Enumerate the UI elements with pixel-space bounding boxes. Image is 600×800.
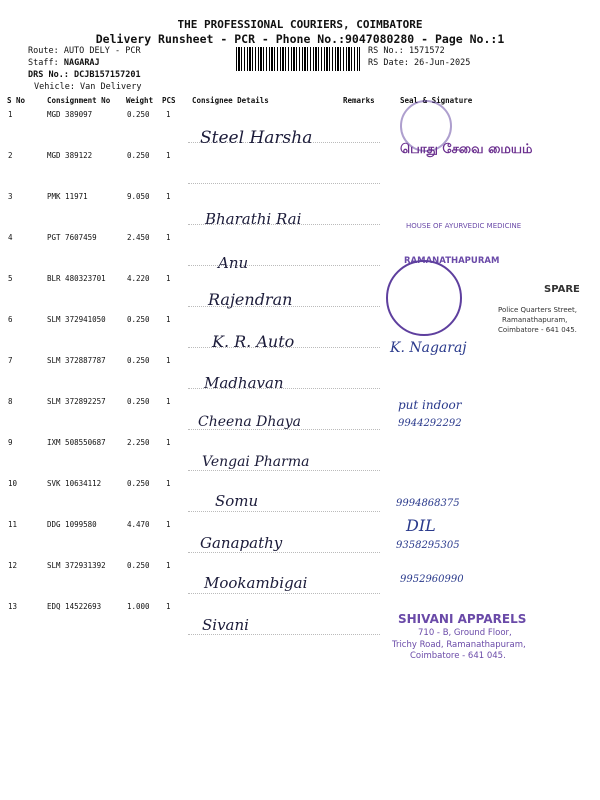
row-pcs: 1 — [166, 110, 171, 119]
handwritten-name: Bharathi Rai — [205, 210, 302, 228]
stamp-cbe: Coimbatore - 641 045. — [498, 326, 577, 334]
row-weight: 1.000 — [127, 602, 150, 611]
drs-number: DRS No.: DCJB157157201 — [28, 70, 141, 80]
row-sno: 11 — [8, 520, 18, 529]
row-pcs: 1 — [166, 151, 171, 160]
row-consignment: SVK 10634112 — [47, 479, 102, 488]
row-sno: 3 — [8, 192, 13, 201]
row-consignment: MGD 389122 — [47, 151, 93, 160]
row-pcs: 1 — [166, 397, 171, 406]
stamp-ramanathapuram: RAMANATHAPURAM — [404, 256, 500, 266]
row-sno: 9 — [8, 438, 13, 447]
row-divider — [188, 552, 380, 553]
signature: 9994868375 — [396, 498, 460, 509]
stamp-spare: SPARE — [544, 284, 580, 295]
row-pcs: 1 — [166, 602, 171, 611]
col-consignment: Consignment No — [47, 96, 111, 105]
rs-date: RS Date: 26-Jun-2025 — [368, 58, 471, 68]
handwritten-name: Madhavan — [204, 374, 284, 392]
row-weight: 0.250 — [127, 397, 150, 406]
company-title: THE PROFESSIONAL COURIERS, COIMBATORE — [177, 18, 423, 31]
signature: K. Nagaraj — [390, 340, 467, 356]
row-sno: 10 — [8, 479, 18, 488]
vehicle-label: Vehicle: Van Delivery — [34, 82, 142, 92]
row-weight: 0.250 — [127, 151, 150, 160]
row-pcs: 1 — [166, 479, 171, 488]
signature: 9952960990 — [400, 574, 464, 585]
row-sno: 6 — [8, 315, 13, 324]
barcode — [236, 47, 360, 71]
row-consignment: DDG 1099580 — [47, 520, 97, 529]
row-pcs: 1 — [166, 438, 171, 447]
stamp-shivani-addr: 710 - B, Ground Floor, — [418, 628, 512, 638]
row-pcs: 1 — [166, 520, 171, 529]
signature: 9358295305 — [396, 540, 460, 551]
row-pcs: 1 — [166, 356, 171, 365]
signature: 9944292292 — [398, 418, 462, 429]
row-consignment: SLM 372887787 — [47, 356, 106, 365]
row-pcs: 1 — [166, 274, 171, 283]
row-pcs: 1 — [166, 192, 171, 201]
staff-label: Staff: — [28, 58, 59, 68]
row-weight: 4.470 — [127, 520, 150, 529]
handwritten-name: K. R. Auto — [212, 332, 295, 351]
row-pcs: 1 — [166, 233, 171, 242]
row-weight: 0.250 — [127, 315, 150, 324]
row-sno: 4 — [8, 233, 13, 242]
row-sno: 1 — [8, 110, 13, 119]
row-consignment: EDQ 14522693 — [47, 602, 102, 611]
handwritten-name: Rajendran — [208, 290, 293, 309]
route-label: Route: AUTO DELY - PCR — [28, 46, 141, 56]
row-consignment: SLM 372941050 — [47, 315, 106, 324]
row-sno: 7 — [8, 356, 13, 365]
row-consignment: IXM 508550687 — [47, 438, 106, 447]
stamp-tamil: பொது சேவை மையம் — [400, 142, 533, 157]
row-weight: 2.450 — [127, 233, 150, 242]
row-pcs: 1 — [166, 561, 171, 570]
row-divider — [188, 511, 380, 512]
row-sno: 8 — [8, 397, 13, 406]
col-seal: Seal & Signature — [400, 96, 473, 105]
stamp-shivani: SHIVANI APPARELS — [398, 612, 527, 626]
handwritten-name: Somu — [215, 492, 259, 510]
handwritten-name: Ganapathy — [200, 534, 283, 552]
row-weight: 9.050 — [127, 192, 150, 201]
row-sno: 2 — [8, 151, 13, 160]
handwritten-name: Vengai Pharma — [202, 454, 310, 470]
rs-number: RS No.: 1571572 — [368, 46, 445, 56]
round-seal — [386, 260, 462, 336]
handwritten-name: Steel Harsha — [200, 128, 313, 148]
stamp-shivani-addr: Trichy Road, Ramanathapuram, — [392, 640, 526, 650]
handwritten-name: Sivani — [202, 616, 249, 634]
col-weight: Weight — [126, 96, 154, 105]
row-divider — [188, 634, 380, 635]
handwritten-name: Mookambigai — [204, 574, 308, 592]
row-weight: 4.220 — [127, 274, 150, 283]
stamp-police: Police Quarters Street, — [498, 306, 577, 314]
col-sno: S No — [7, 96, 26, 105]
row-divider — [188, 183, 380, 184]
handwritten-name: Cheena Dhaya — [198, 414, 301, 430]
row-weight: 0.250 — [127, 356, 150, 365]
row-divider — [188, 265, 380, 266]
row-divider — [188, 470, 380, 471]
row-consignment: PMK 11971 — [47, 192, 88, 201]
signature: put indoor — [398, 398, 462, 412]
seal-signature-area — [378, 100, 600, 660]
row-weight: 2.250 — [127, 438, 150, 447]
row-consignment: MGD 389097 — [47, 110, 93, 119]
signature: DIL — [406, 516, 436, 535]
staff-name: NAGARAJ — [63, 58, 100, 68]
row-weight: 0.250 — [127, 479, 150, 488]
col-remarks: Remarks — [343, 96, 375, 105]
stamp-ram2: Ramanathapuram, — [502, 316, 568, 324]
runsheet-subtitle: Delivery Runsheet - PCR - Phone No.:9047080280 - Page No.:1 — [95, 32, 505, 46]
row-pcs: 1 — [166, 315, 171, 324]
row-consignment: BLR 480323701 — [47, 274, 106, 283]
row-divider — [188, 593, 380, 594]
stamp-shivani-addr: Coimbatore - 641 045. — [410, 651, 506, 661]
row-weight: 0.250 — [127, 110, 150, 119]
stamp-ayurvedic: HOUSE OF AYURVEDIC MEDICINE — [406, 222, 522, 230]
col-consignee: Consignee Details — [192, 96, 269, 105]
handwritten-name: Anu — [218, 254, 249, 272]
row-consignment: SLM 372931392 — [47, 561, 106, 570]
row-consignment: SLM 372892257 — [47, 397, 106, 406]
row-sno: 12 — [8, 561, 18, 570]
row-sno: 13 — [8, 602, 18, 611]
staff-line — [28, 58, 100, 68]
col-pcs: PCS — [162, 96, 176, 105]
row-weight: 0.250 — [127, 561, 150, 570]
row-consignment: PGT 7607459 — [47, 233, 97, 242]
row-sno: 5 — [8, 274, 13, 283]
